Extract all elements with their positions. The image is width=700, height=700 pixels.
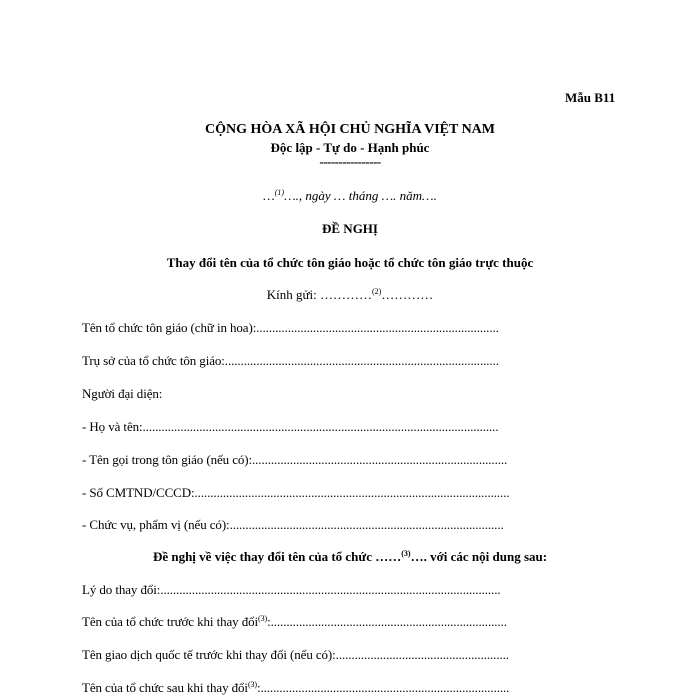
intl-name-before-field: Tên giao dịch quốc tế trước khi thay đổi (nếu có):....................................................... [82, 647, 509, 662]
name-before-tail: :........................................................................... [267, 614, 507, 629]
id-number-field: - Số CMTND/CCCD:.................................................................................................... [82, 485, 510, 500]
date-line-lead: … [263, 188, 275, 203]
name-after-lead: Tên của tổ chức sau khi thay đổi [82, 680, 248, 695]
religious-name-field: - Tên gọi trong tôn giáo (nếu có):................................................................................. [82, 452, 508, 467]
reason-field: Lý do thay đổi:............................................................................................................ [82, 582, 501, 597]
proposal-ref: (3) [401, 549, 411, 558]
name-before-lead: Tên của tổ chức trước khi thay đổi [82, 614, 259, 629]
proposal-tail: …. với các nội dung sau: [410, 549, 548, 564]
name-after-tail: :............................................................................... [256, 680, 510, 695]
recipient-lead: Kính gửi: ………… [266, 287, 372, 302]
date-line-ref: (1) [274, 188, 285, 197]
name-before-ref: (3) [258, 614, 268, 623]
recipient-line [0, 287, 700, 303]
headquarters-field: Trụ sở của tổ chức tôn giáo:....................................................................................... [82, 353, 499, 368]
document-subtitle: Thay đổi tên của tổ chức tôn giáo hoặc tổ chức tôn giáo trực thuộc [166, 255, 534, 270]
country-name: CỘNG HÒA XÃ HỘI CHỦ NGHĨA VIỆT NAM [204, 122, 495, 137]
name-after-ref: (3) [247, 680, 257, 689]
proposal-lead: Đề nghị về việc thay đổi tên của tổ chức …… [152, 549, 402, 564]
full-name-field: - Họ và tên:................................................................................................................. [82, 419, 499, 434]
position-field: - Chức vụ, phẩm vị (nếu có):....................................................................................... [82, 517, 504, 532]
recipient-tail: ………… [381, 287, 434, 302]
representative-label: Người đại diện: [82, 386, 163, 401]
document-title: ĐỀ NGHỊ [322, 221, 378, 236]
recipient-ref: (2) [371, 287, 382, 296]
name-before-field [82, 614, 507, 630]
date-line [0, 188, 700, 204]
proposal-line [0, 549, 700, 565]
date-line-rest: …., ngày … tháng …. năm…. [284, 188, 437, 203]
header-separator: ---------------- [319, 154, 381, 169]
org-name-field: Tên tổ chức tôn giáo (chữ in hoa):............................................................................. [82, 320, 499, 335]
name-after-field [82, 680, 509, 696]
national-motto: Độc lập - Tự do - Hạnh phúc [270, 140, 430, 155]
form-code: Mẫu B11 [565, 90, 616, 105]
